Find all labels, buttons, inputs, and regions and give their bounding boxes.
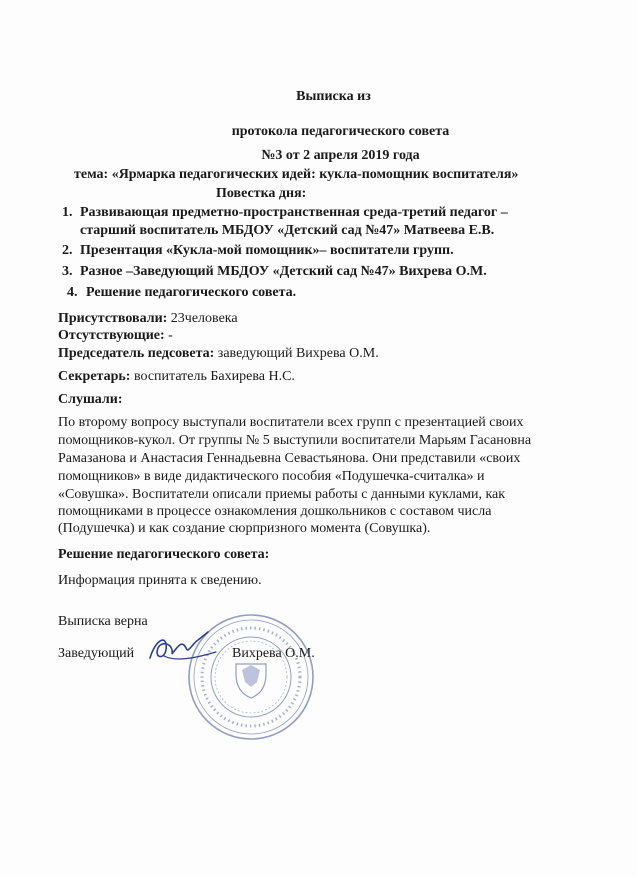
decision-label: Решение педагогического совета: xyxy=(58,547,270,562)
secretary-label: Секретарь: xyxy=(58,369,131,384)
secretary-row xyxy=(58,368,295,386)
signer-position: Заведующий xyxy=(58,646,135,661)
present-row xyxy=(58,310,238,328)
heard-line-3: Рамазанова и Анастасия Геннадьевна Севастьянова. Они представили «своих xyxy=(58,451,521,466)
absent-label: Отсутствующие: xyxy=(58,328,165,343)
chair-value: заведующий Вихрева О.М. xyxy=(214,346,379,361)
agenda-item-2-line1: Презентация «Кукла-мой помощник»– воспитатели групп. xyxy=(80,243,454,258)
present-label: Присутствовали: xyxy=(58,311,168,326)
heard-line-5: «Совушка». Воспитатели описали приемы работы с данными куклами, как xyxy=(58,487,506,502)
doc-title-line2: протокола педагогического совета xyxy=(231,124,450,139)
doc-title-line1: Выписка из xyxy=(296,89,371,104)
doc-title-line3: №3 от 2 апреля 2019 года xyxy=(261,148,420,163)
true-copy-label: Выписка верна xyxy=(58,614,148,629)
heard-line-7: (Подушечка) и как создание сюрпризного момента (Совушка). xyxy=(58,521,431,536)
agenda-item-3-line1: Разное –Заведующий МБДОУ «Детский сад №47» Вихрева О.М. xyxy=(80,264,487,279)
agenda-item-1-line1: Развивающая предметно-пространственная среда-третий педагог – xyxy=(80,205,508,220)
chair-row xyxy=(58,345,379,363)
agenda-item-1-num: 1. xyxy=(62,205,73,220)
chair-label: Председатель педсовета: xyxy=(58,346,215,361)
heard-line-6: помощниками в процессе ознакомления дошкольников с составом числа xyxy=(58,504,492,519)
absent-value: - xyxy=(164,328,173,343)
heard-line-1: По второму вопросу выступали воспитатели всех групп с презентацией своих xyxy=(58,415,524,430)
agenda-title: Повестка дня: xyxy=(216,186,307,201)
secretary-value: воспитатель Бахирева Н.С. xyxy=(130,369,295,384)
signer-name: Вихрева О.М. xyxy=(232,646,315,661)
agenda-item-2-num: 2. xyxy=(62,243,73,258)
signature-icon xyxy=(146,628,222,668)
agenda-item-4-line1: Решение педагогического совета. xyxy=(86,285,297,300)
meeting-topic: тема: «Ярмарка педагогических идей: кукла-помощник воспитателя» xyxy=(74,167,519,182)
present-value: 23человека xyxy=(167,311,238,326)
heard-line-4: помощников» в виде дидактического пособия «Подушечка-считалка» и xyxy=(58,469,485,484)
agenda-item-4-num: 4. xyxy=(67,285,78,300)
agenda-item-3-num: 3. xyxy=(62,264,73,279)
agenda-item-1-line2: старший воспитатель МБДОУ «Детский сад №47» Матвеева Е.В. xyxy=(80,223,495,238)
decision-text: Информация принята к сведению. xyxy=(58,573,262,588)
heard-line-2: помощников-кукол. От группы № 5 выступили воспитатели Марьям Гасановна xyxy=(58,433,532,448)
heard-label: Слушали: xyxy=(58,392,123,407)
absent-row xyxy=(58,327,173,345)
